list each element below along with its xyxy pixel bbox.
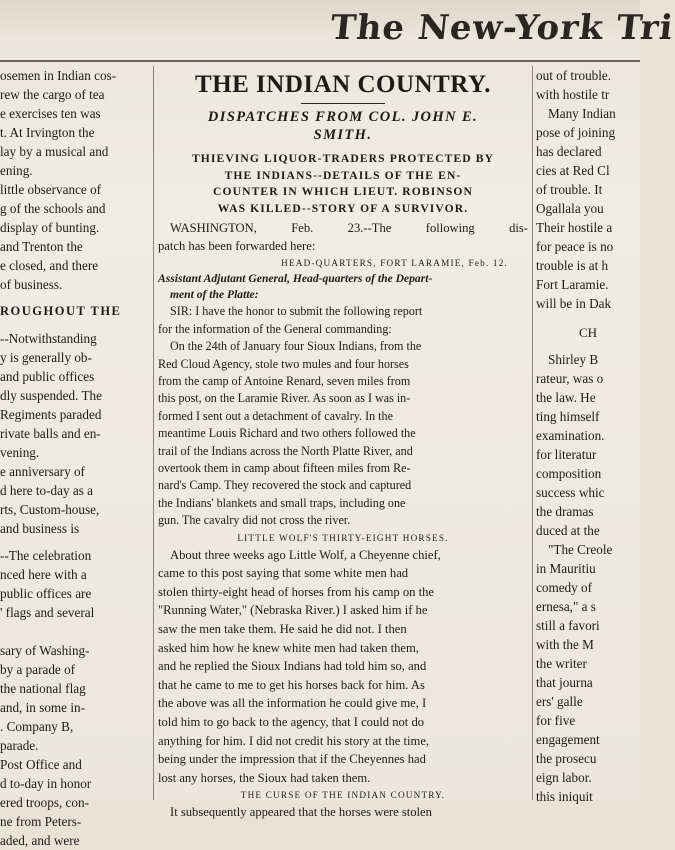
text-line: comedy of bbox=[536, 580, 593, 595]
text-line: Regiments paraded bbox=[0, 407, 102, 422]
text-line: parade. bbox=[0, 738, 39, 753]
text-line: rateur, was o bbox=[536, 371, 604, 386]
body-line: formed I sent out a detachment of cavalry. In the bbox=[158, 408, 393, 423]
text-line: the prosecu bbox=[536, 751, 597, 766]
text-line: composition bbox=[536, 466, 602, 481]
text-line: ers' galle bbox=[536, 694, 583, 709]
text-line: has declared bbox=[536, 144, 602, 159]
body-line: stolen thirty-eight head of horses from his camp on the bbox=[158, 584, 434, 599]
text-line: nced here with a bbox=[0, 567, 87, 582]
body-line: overtook them in camp about fifteen miles from Re- bbox=[158, 461, 411, 476]
text-line: rts, Custom-house, bbox=[0, 502, 100, 517]
text-line: pose of joining bbox=[536, 125, 616, 140]
body-line: lost any horses, the Sioux had taken them. bbox=[158, 770, 371, 785]
text-line: and business is bbox=[0, 521, 80, 536]
left-column-subhead: ROUGHOUT THE bbox=[0, 304, 122, 318]
body-line: for the information of the General commanding: bbox=[158, 321, 392, 336]
body-line: nard's Camp. They recovered the stock and captured bbox=[158, 478, 412, 493]
text-line: this iniquit bbox=[536, 789, 593, 804]
body-line: It subsequently appeared that the horses were stolen bbox=[170, 805, 432, 820]
column-divider-left bbox=[153, 66, 154, 800]
body-line: On the 24th of January four Sioux Indians, from the bbox=[170, 339, 422, 354]
text-line: "The Creole bbox=[548, 542, 613, 557]
text-line: ening. bbox=[0, 163, 33, 178]
text-line: y is generally ob- bbox=[0, 350, 92, 365]
deck-line: COUNTER IN WHICH LIEUT. ROBINSON bbox=[213, 185, 473, 198]
body-line: the above was all the information he could give me, I bbox=[158, 696, 427, 711]
text-line: --The celebration bbox=[0, 548, 92, 563]
text-line: out of trouble. bbox=[536, 68, 612, 83]
text-line: the national flag bbox=[0, 681, 86, 696]
addressee bbox=[158, 271, 528, 303]
text-line: . Company B, bbox=[0, 719, 74, 734]
text-line: of business. bbox=[0, 277, 63, 292]
addressee-line: ment of the Platte: bbox=[170, 288, 259, 302]
body-line: and he replied the Sioux Indians had told him so, and bbox=[158, 659, 427, 674]
text-line: public offices are bbox=[0, 586, 92, 601]
text-line: with the M bbox=[536, 637, 594, 652]
text-line: will be in Dak bbox=[536, 296, 612, 311]
text-line: dly suspended. The bbox=[0, 388, 102, 403]
body-line: the Indians' blankets and small traps, including one bbox=[158, 495, 406, 510]
text-line: lay by a musical and bbox=[0, 144, 109, 159]
text-line: ' flags and several bbox=[0, 605, 95, 620]
text-line: ered troops, con- bbox=[0, 795, 89, 810]
body-line: being under the impression that if the Cheyennes had bbox=[158, 752, 426, 767]
right-column-top bbox=[536, 66, 640, 313]
text-line: rivate balls and en- bbox=[0, 426, 101, 441]
left-column-bottom bbox=[0, 546, 148, 850]
text-line: trouble is at h bbox=[536, 258, 609, 273]
body-line: from the camp of Antoine Renard, seven miles from bbox=[158, 374, 411, 389]
text-line: rew the cargo of tea bbox=[0, 87, 105, 102]
body-line: About three weeks ago Little Wolf, a Cheyenne chief, bbox=[170, 547, 441, 562]
text-line bbox=[0, 622, 148, 641]
body-line: anything for him. I did not credit his story at the time, bbox=[158, 733, 430, 748]
body-line: asked him how he knew white men had taken them, bbox=[158, 640, 419, 655]
text-line: the dramas bbox=[536, 504, 594, 519]
body-line: trail of the Indians across the North Platte River, and bbox=[158, 443, 413, 458]
body-line: Red Cloud Agency, stole two mules and four horses bbox=[158, 356, 409, 371]
text-line: success whic bbox=[536, 485, 605, 500]
deck-line: THIEVING LIQUOR-TRADERS PROTECTED BY bbox=[191, 152, 495, 165]
text-line: display of bunting. bbox=[0, 220, 100, 235]
text-line: for peace is no bbox=[536, 239, 614, 254]
text-line: of trouble. It bbox=[536, 182, 603, 197]
masthead: The New-York Tri bbox=[328, 8, 675, 48]
body-line: that he came to me to get his horses back for him. As bbox=[158, 677, 425, 692]
left-column-top bbox=[0, 66, 148, 294]
text-line: and Trenton the bbox=[0, 239, 83, 254]
text-line: Many Indian bbox=[548, 106, 616, 121]
text-line: t. At Irvington the bbox=[0, 125, 95, 140]
text-line: g of the schools and bbox=[0, 201, 106, 216]
text-line: e exercises ten was bbox=[0, 106, 101, 121]
text-line: cies at Red Cl bbox=[536, 163, 610, 178]
text-line: examination. bbox=[536, 428, 605, 443]
text-line: sary of Washing- bbox=[0, 643, 90, 658]
text-line: --Notwithstanding bbox=[0, 331, 97, 346]
column-divider-right bbox=[532, 66, 533, 800]
text-line: by a parade of bbox=[0, 662, 76, 677]
text-line: and public offices bbox=[0, 369, 95, 384]
section-heading: THE CURSE OF THE INDIAN COUNTRY. bbox=[240, 790, 446, 801]
section-heading: LITTLE WOLF'S THIRTY-EIGHT HORSES. bbox=[237, 532, 449, 543]
text-line: for five bbox=[536, 713, 576, 728]
right-column bbox=[536, 66, 640, 804]
addressee-line: Assistant Adjutant General, Head-quarters of the Depart- bbox=[158, 272, 433, 286]
article-subtitle: DISPATCHES FROM COL. JOHN E. bbox=[207, 109, 479, 125]
text-line: for literatur bbox=[536, 447, 597, 462]
text-line: in Mauritiu bbox=[536, 561, 596, 576]
text-line: that journa bbox=[536, 675, 593, 690]
left-column bbox=[0, 66, 148, 848]
body-line: gun. The cavalry did not cross the river. bbox=[158, 513, 351, 528]
text-line: with hostile tr bbox=[536, 87, 610, 102]
text-line: e closed, and there bbox=[0, 258, 99, 273]
right-column-subhead: CH bbox=[578, 325, 598, 340]
left-column-middle bbox=[0, 329, 148, 538]
body-line: this post, on the Laramie River. As soon as I was in- bbox=[158, 391, 411, 406]
article-deck bbox=[158, 151, 528, 217]
text-line: little observance of bbox=[0, 182, 102, 197]
text-line: eign labor. bbox=[536, 770, 592, 785]
article-title: THE INDIAN COUNTRY. bbox=[195, 71, 491, 98]
text-line: and, in some in- bbox=[0, 700, 85, 715]
headquarters-line: HEAD-QUARTERS, FORT LARAMIE, Feb. 12. bbox=[281, 258, 508, 269]
text-line: the law. He bbox=[536, 390, 596, 405]
text-line: aded, and were bbox=[0, 833, 80, 848]
body-line: meantime Louis Richard and two others followed the bbox=[158, 426, 416, 441]
text-line: ting himself bbox=[536, 409, 600, 424]
dateline-line: WASHINGTON, Feb. 23.--The following dis- bbox=[170, 221, 528, 235]
body-line: SIR: I have the honor to submit the following report bbox=[170, 304, 423, 319]
text-line: d here to-day as a bbox=[0, 483, 94, 498]
text-line: vening. bbox=[0, 445, 40, 460]
deck-line: THE INDIANS--DETAILS OF THE EN- bbox=[224, 168, 462, 182]
text-line: duced at the bbox=[536, 523, 600, 538]
masthead-rule bbox=[0, 60, 640, 62]
body-line: told him to go back to the agency, that I could not do bbox=[158, 715, 425, 730]
text-line: osemen in Indian cos- bbox=[0, 68, 117, 83]
body-line: saw the men take them. He said he did not. I then bbox=[158, 622, 407, 637]
dateline bbox=[158, 219, 528, 255]
text-line: Post Office and bbox=[0, 757, 82, 772]
text-line: e anniversary of bbox=[0, 464, 85, 479]
text-line: Ogallala you bbox=[536, 201, 604, 216]
text-line: ne from Peters- bbox=[0, 814, 82, 829]
article-subtitle-cont: SMITH. bbox=[313, 127, 373, 143]
text-line: Their hostile a bbox=[536, 220, 613, 235]
text-line: d to-day in honor bbox=[0, 776, 92, 791]
deck-line: WAS KILLED--STORY OF A SURVIVOR. bbox=[217, 201, 469, 215]
dateline-line: patch has been forwarded here: bbox=[158, 239, 316, 254]
title-rule bbox=[301, 103, 385, 104]
text-line: Shirley B bbox=[548, 352, 599, 367]
article-body-2 bbox=[158, 546, 528, 788]
right-column-bottom bbox=[536, 350, 640, 806]
article-body-1 bbox=[158, 303, 528, 529]
text-line: Fort Laramie. bbox=[536, 277, 609, 292]
body-line: "Running Water," (Nebraska River.) I asked him if he bbox=[158, 603, 428, 618]
body-line: came to this post saying that some white men had bbox=[158, 566, 409, 581]
text-line: ernesa," a s bbox=[536, 599, 596, 614]
article-column bbox=[158, 66, 528, 820]
text-line: still a favori bbox=[536, 618, 600, 633]
text-line: engagement bbox=[536, 732, 600, 747]
text-line: the writer bbox=[536, 656, 587, 671]
